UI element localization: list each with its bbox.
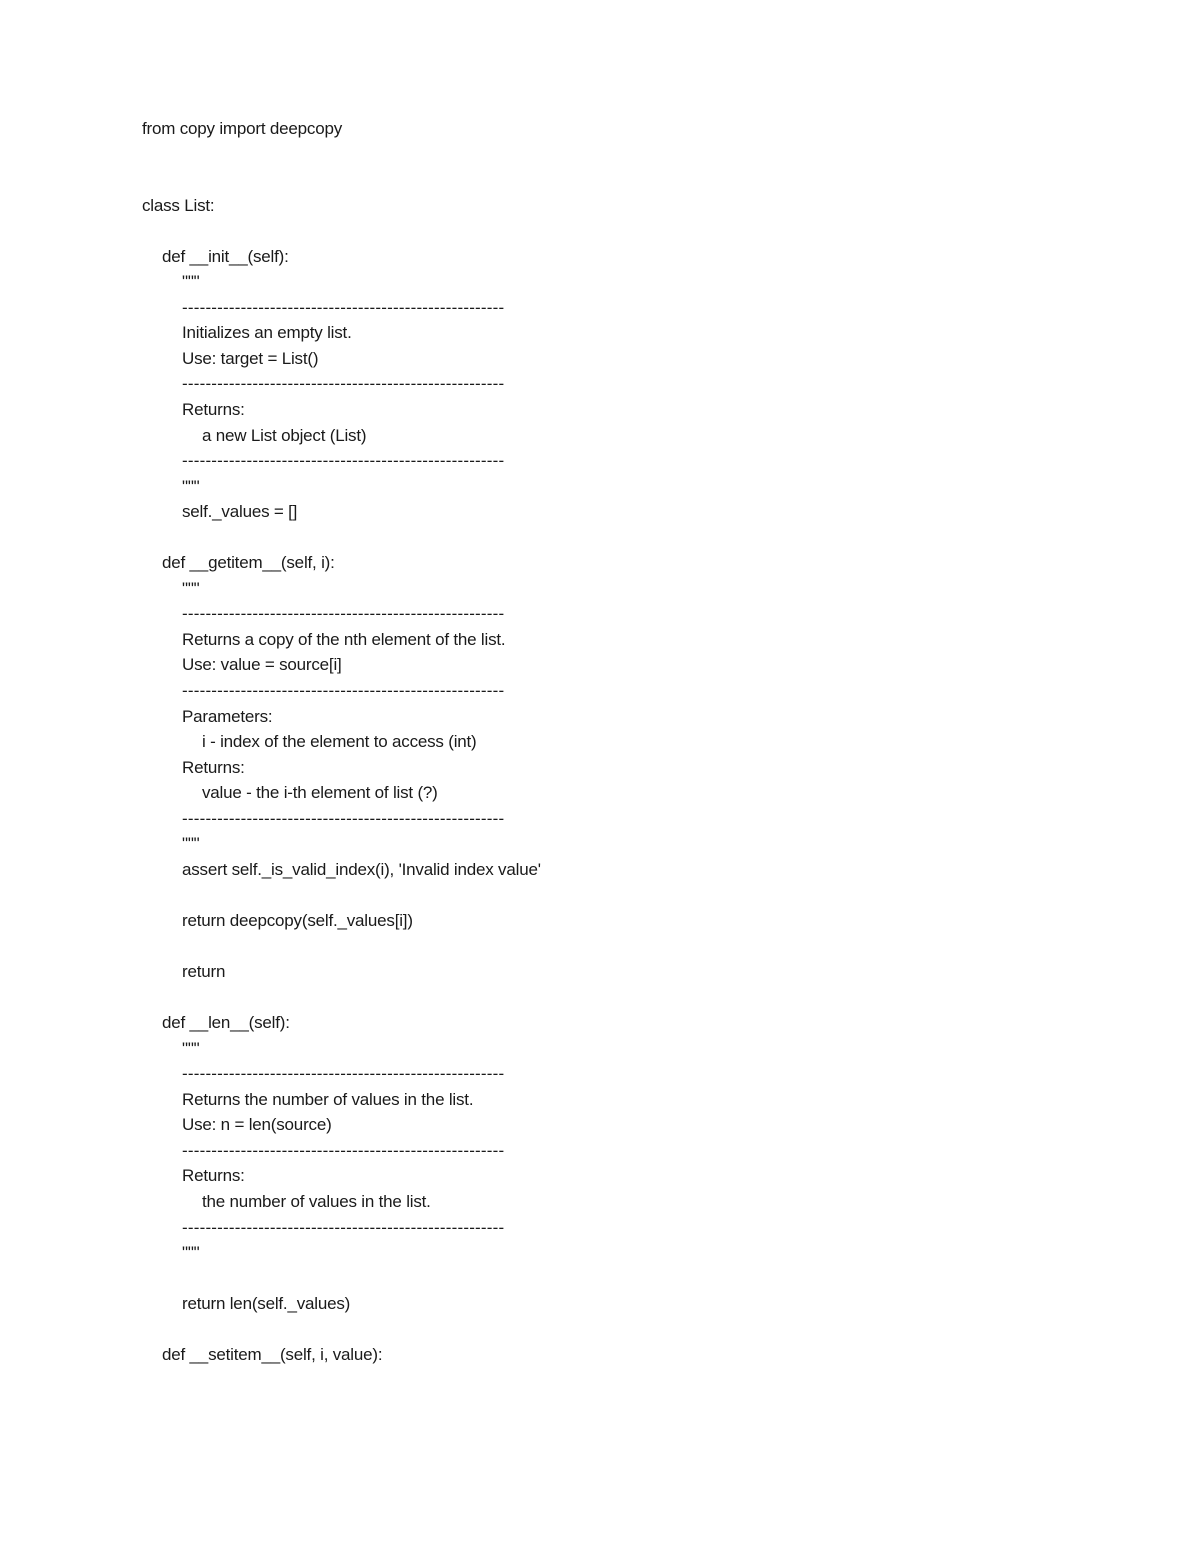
code-line: return len(self._values) (182, 1294, 351, 1314)
method-signature: def __setitem__(self, i, value): (162, 1345, 383, 1365)
code-line: Returns: (182, 1166, 245, 1186)
code-line: Parameters: (182, 706, 273, 726)
code-line: return deepcopy(self._values[i]) (182, 910, 413, 930)
method-signature: def __getitem__(self, i): (162, 553, 335, 573)
import-statement: from copy import deepcopy (142, 119, 343, 138)
docstring-rule: ------------------------------------------------------- (182, 681, 505, 701)
code-line: Use: target = List() (182, 348, 319, 368)
code-line: self._values = [] (182, 502, 298, 522)
docstring-quote: """ (182, 834, 200, 854)
code-line: a new List object (List) (202, 425, 367, 445)
docstring-rule: ------------------------------------------------------- (182, 451, 505, 471)
blank-line (142, 1317, 541, 1343)
class-declaration: class List: (142, 195, 215, 215)
docstring-quote: """ (182, 1243, 200, 1263)
code-listing (142, 116, 541, 1368)
blank-line (142, 525, 541, 551)
blank-line (142, 1266, 541, 1292)
blank-line (142, 934, 541, 960)
docstring-quote: """ (182, 578, 200, 598)
code-line: Returns a copy of the nth element of the list. (182, 629, 506, 649)
docstring-rule: ------------------------------------------------------- (182, 374, 505, 394)
code-line: value - the i-th element of list (?) (202, 783, 438, 803)
docstring-rule: ------------------------------------------------------- (182, 1140, 505, 1160)
code-line: Returns: (182, 757, 245, 777)
code-line: i - index of the element to access (int) (202, 732, 477, 752)
docstring-quote: """ (182, 476, 200, 496)
method-signature: def __len__(self): (162, 1013, 290, 1033)
blank-line (142, 985, 541, 1011)
docstring-quote: """ (182, 272, 200, 292)
docstring-rule: ------------------------------------------------------- (182, 808, 505, 828)
docstring-quote: """ (182, 1038, 200, 1058)
code-line: return (182, 962, 226, 982)
blank-line (142, 218, 541, 244)
code-line: Returns: (182, 400, 245, 420)
code-line: Returns the number of values in the list. (182, 1089, 474, 1109)
docstring-rule: ------------------------------------------------------- (182, 1064, 505, 1084)
blank-line (142, 882, 541, 908)
blank-line (142, 167, 541, 193)
docstring-rule: ------------------------------------------------------- (182, 604, 505, 624)
docstring-rule: ------------------------------------------------------- (182, 297, 505, 317)
code-line: Use: value = source[i] (182, 655, 342, 675)
blank-line (142, 142, 541, 168)
code-line: Initializes an empty list. (182, 323, 352, 343)
code-line: the number of values in the list. (202, 1191, 431, 1211)
code-line: Use: n = len(source) (182, 1115, 332, 1135)
code-line: assert self._is_valid_index(i), 'Invalid index value' (182, 859, 541, 879)
docstring-rule: ------------------------------------------------------- (182, 1217, 505, 1237)
method-signature: def __init__(self): (162, 246, 289, 266)
